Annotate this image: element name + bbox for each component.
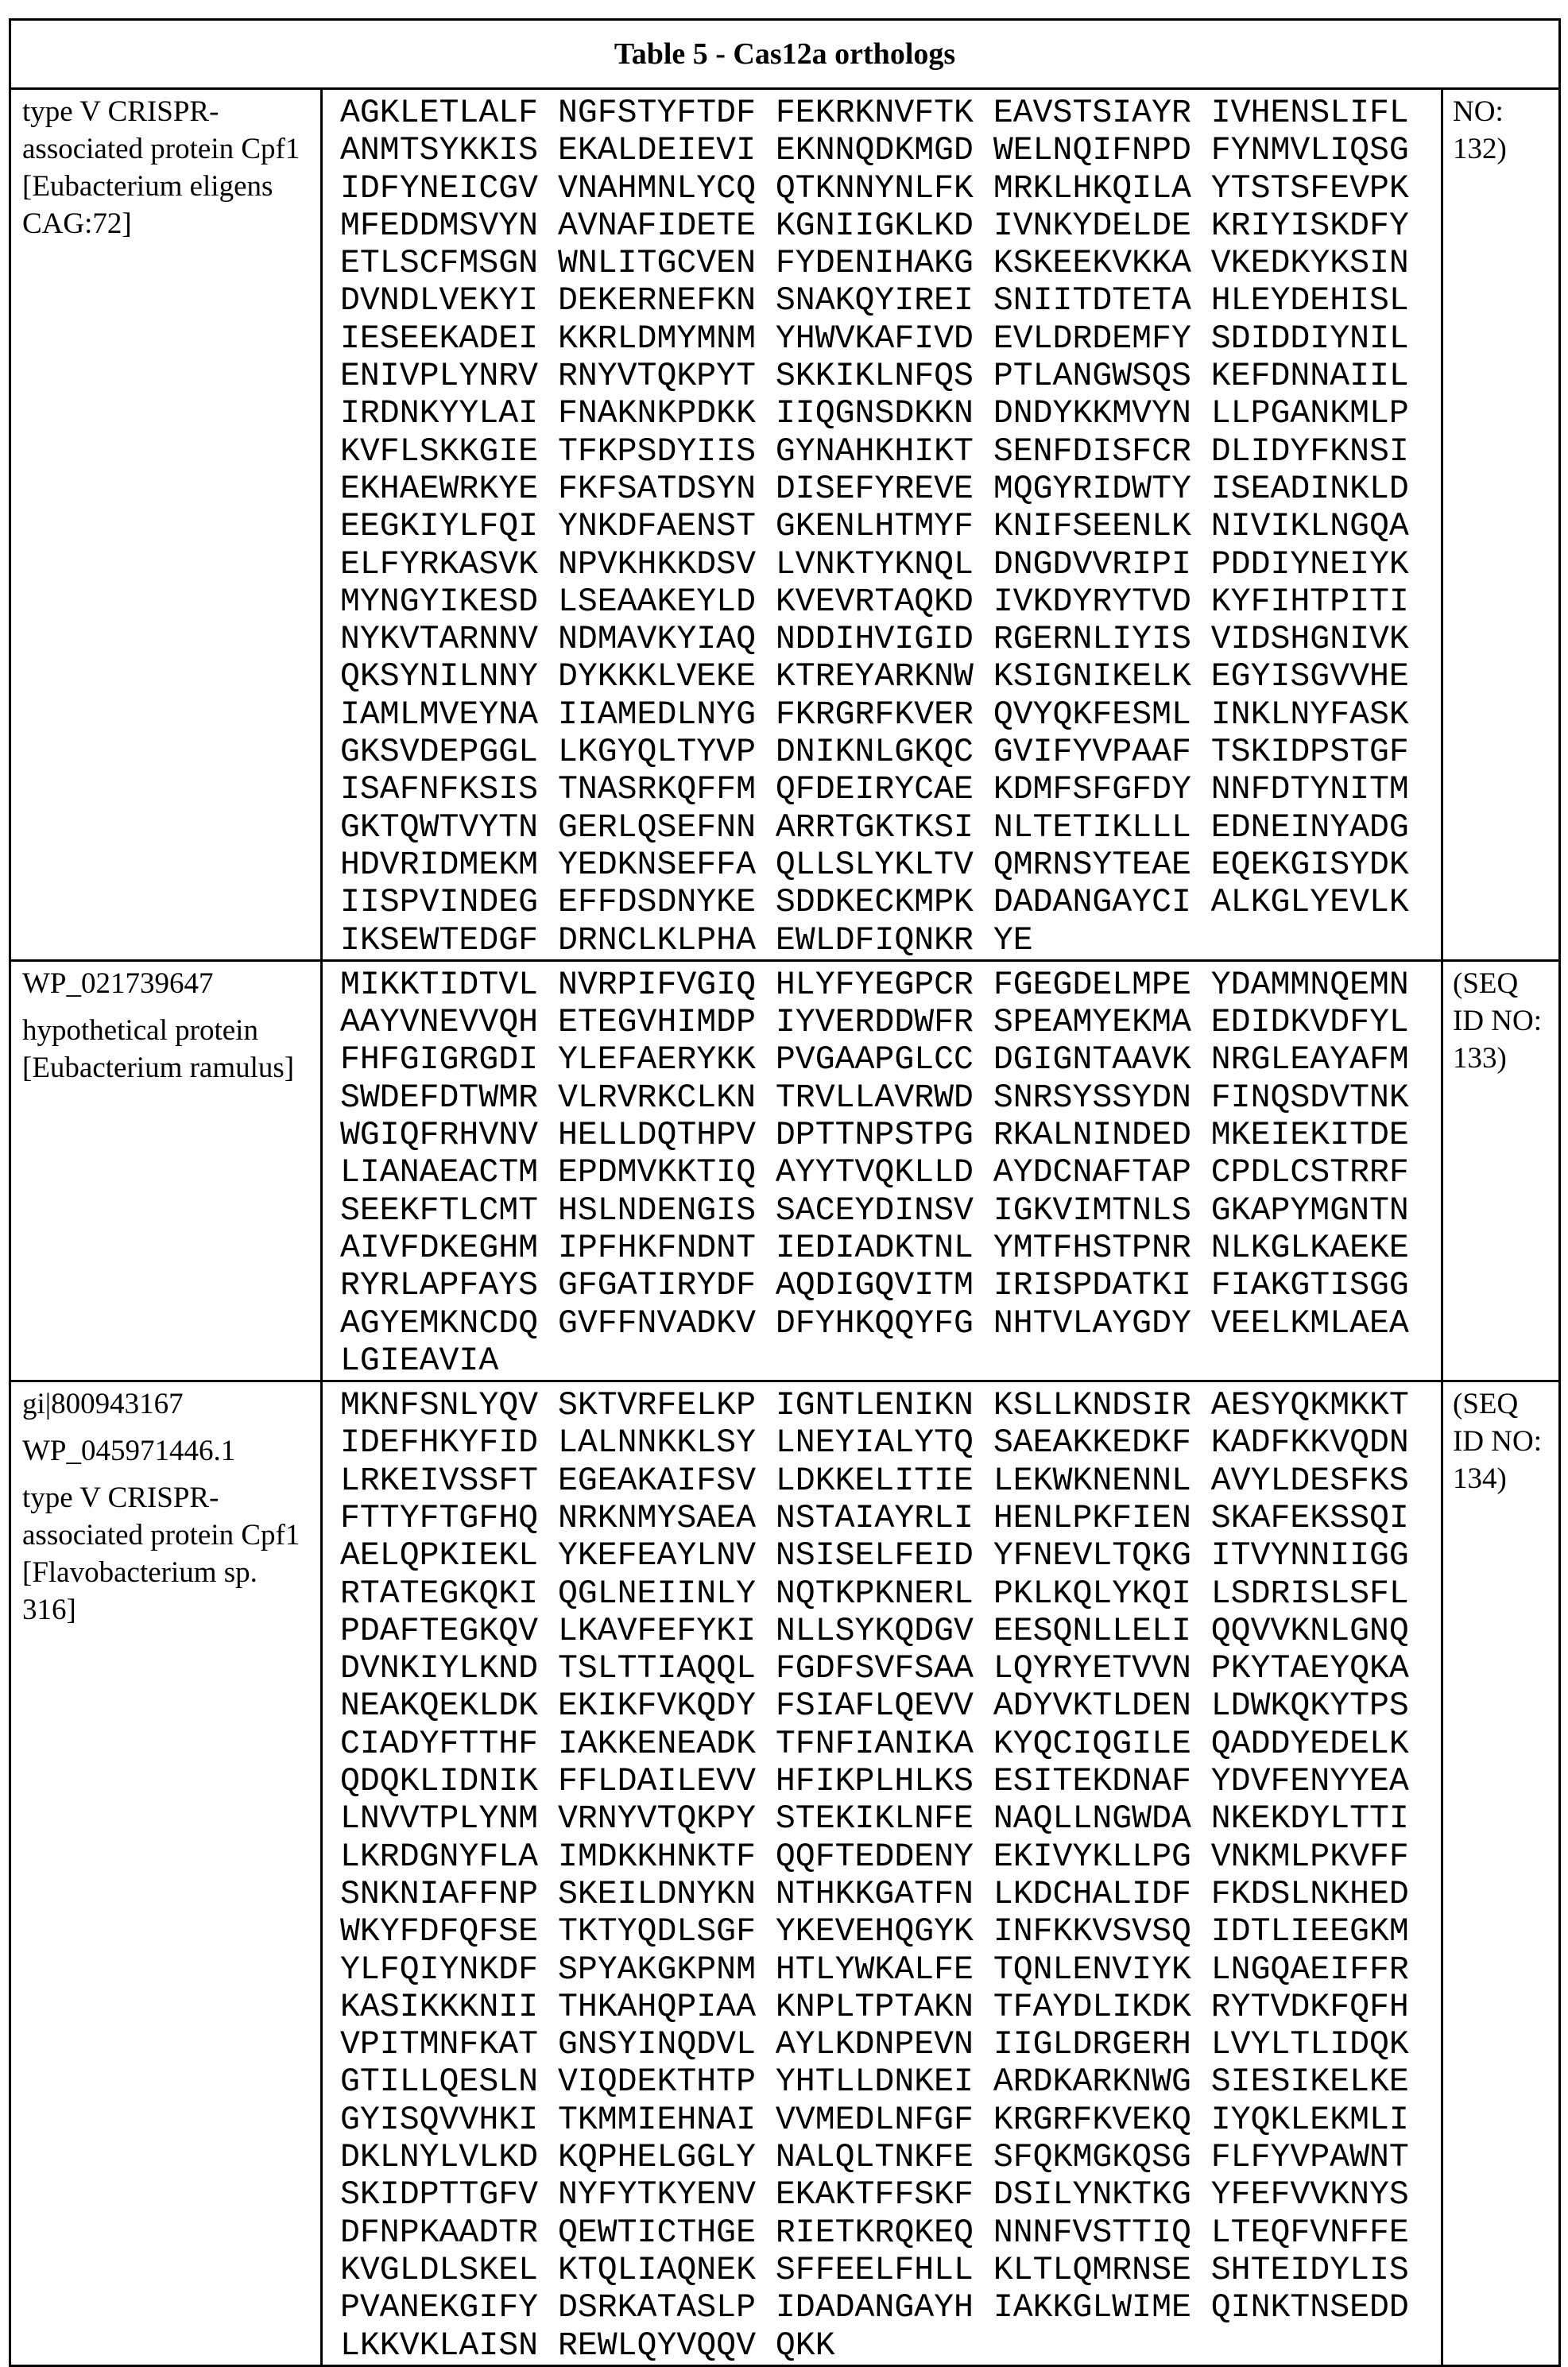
seq-id-cell: (SEQ ID NO: 133): [1442, 960, 1560, 1381]
protein-label-text: WP_021739647: [22, 965, 311, 1002]
sequence-line: SNKNIAFFNP SKEILDNYKN NTHKKGATFN LKDCHALIDF FKDSLNKHED: [340, 1876, 1441, 1913]
sequence-line: IRDNKYYLAI FNAKNKPDKK IIQGNSDKKN DNDYKKMVYN LLPGANKMLP: [340, 395, 1441, 432]
sequence-line: LRKEIVSSFT EGEAKAIFSV LDKKELITIE LEKWKNENNL AVYLDESFKS: [340, 1462, 1441, 1500]
sequence-line: LKRDGNYFLA IMDKKHNKTF QQFTEDDENY EKIVYKLLPG VNKMLPKVFF: [340, 1838, 1441, 1876]
sequence-line: ENIVPLYNRV RNYVTQKPYT SKKIKLNFQS PTLANGWSQS KEFDNNAIIL: [340, 358, 1441, 395]
sequence-line: IDFYNEICGV VNAHMNLYCQ QTKNNYNLFK MRKLHKQILA YTSTSFEVPK: [340, 170, 1441, 207]
sequence-line: LNVVTPLYNM VRNYVTQKPY STEKIKLNFE NAQLLNGWDA NKEKDYLTTI: [340, 1800, 1441, 1838]
sequence-line: IAMLMVEYNA IIAMEDLNYG FKRGRFKVER QVYQKFESML INKLNYFASK: [340, 696, 1441, 734]
seq-id-cell: NO: 132): [1442, 89, 1560, 961]
sequence-line: IDEFHKYFID LALNNKKLSY LNEYIALYTQ SAEAKKEDKF KADFKKVQDN: [340, 1424, 1441, 1462]
seq-id-cell: (SEQ ID NO: 134): [1442, 1381, 1560, 2366]
sequence-line: VPITMNFKAT GNSYINQDVL AYLKDNPEVN IIGLDRGERH LVYLTLIDQK: [340, 2026, 1441, 2063]
sequence-line: DFNPKAADTR QEWTICTHGE RIETKRQKEQ NNNFVSTTIQ LTEQFVNFFE: [340, 2214, 1441, 2252]
sequence-line: ISAFNFKSIS TNASRKQFFM QFDEIRYCAE KDMFSFGFDY NNFDTYNITM: [340, 771, 1441, 808]
sequence-line: AGKLETLALF NGFSTYFTDF FEKRKNVFTK EAVSTSIAYR IVHENSLIFL: [340, 95, 1441, 132]
cas12a-orthologs-table: [9, 18, 1561, 2367]
sequence-line: DVNKIYLKND TSLTTIAQQL FGDFSVFSAA LQYRYETVVN PKYTAEYQKA: [340, 1650, 1441, 1687]
sequence-line: FTTYFTGFHQ NRKNMYSAEA NSTAIAYRLI HENLPKFIEN SKAFEKSSQI: [340, 1500, 1441, 1537]
sequence-line: SKIDPTTGFV NYFYTKYENV EKAKTFFSKF DSILYNKTKG YFEFVVKNYS: [340, 2176, 1441, 2214]
table-row: [10, 89, 1560, 961]
sequence-line: WGIQFRHVNV HELLDQTHPV DPTTNPSTPG RKALNINDED MKEIEKITDE: [340, 1117, 1441, 1154]
sequence-line: ELFYRKASVK NPVKHKKDSV LVNKTYKNQL DNGDVVRIPI PDDIYNEIYK: [340, 546, 1441, 583]
table-title: Table 5 - Cas12a orthologs: [10, 20, 1560, 89]
sequence-line: ETLSCFMSGN WNLITGCVEN FYDENIHAKG KSKEEKVKKA VKEDKYKSIN: [340, 245, 1441, 282]
sequence-line: MKNFSNLYQV SKTVRFELKP IGNTLENIKN KSLLKNDSIR AESYQKMKKT: [340, 1387, 1441, 1424]
protein-label-cell: [10, 89, 322, 961]
sequence-line: KASIKKKNII THKAHQPIAA KNPLTPTAKN TFAYDLIKDK RYTVDKFQFH: [340, 1989, 1441, 2026]
sequence-line: QKSYNILNNY DYKKKLVEKE KTREYARKNW KSIGNIKELK EGYISGVVHE: [340, 658, 1441, 695]
sequence-line: GKSVDEPGGL LKGYQLTYVP DNIKNLGKQC GVIFYVPAAF TSKIDPSTGF: [340, 734, 1441, 771]
protein-label-text: hypothetical protein [Eubacterium ramulus]: [22, 1012, 311, 1087]
sequence-line: GTILLQESLN VIQDEKTHTP YHTLLDNKEI ARDKARKNWG SIESIKELKE: [340, 2063, 1441, 2101]
table-row: [10, 1381, 1560, 2366]
sequence-line: GKTQWTVYTN GERLQSEFNN ARRTGKTKSI NLTETIKLLL EDNEINYADG: [340, 809, 1441, 846]
sequence-line: YLFQIYNKDF SPYAKGKPNM HTLYWKALFE TQNLENVIYK LNGQAEIFFR: [340, 1951, 1441, 1989]
protein-label-text: WP_045971446.1: [22, 1432, 311, 1470]
sequence-line: EKHAEWRKYE FKFSATDSYN DISEFYREVE MQGYRIDWTY ISEADINKLD: [340, 471, 1441, 508]
protein-label-text: type V CRISPR-associated protein Cpf1 [Flavobacterium sp. 316]: [22, 1479, 311, 1629]
sequence-line: EEGKIYLFQI YNKDFAENST GKENLHTMYF KNIFSEENLK NIVIKLNGQA: [340, 508, 1441, 545]
protein-label-cell: [10, 960, 322, 1381]
sequence-line: DKLNYLVLKD KQPHELGGLY NALQLTNKFE SFQKMGKQSG FLFYVPAWNT: [340, 2139, 1441, 2176]
sequence-line: GYISQVVHKI TKMMIEHNAI VVMEDLNFGF KRGRFKVEKQ IYQKLEKMLI: [340, 2102, 1441, 2139]
protein-label-cell: [10, 1381, 322, 2366]
sequence-line: IISPVINDEG EFFDSDNYKE SDDKECKMPK DADANGAYCI ALKGLYEVLK: [340, 884, 1441, 921]
sequence-line: KVGLDLSKEL KTQLIAQNEK SFFEELFHLL KLTLQMRNSE SHTEIDYLIS: [340, 2252, 1441, 2289]
sequence-line: SEEKFTLCMT HSLNDENGIS SACEYDINSV IGKVIMTNLS GKAPYMGNTN: [340, 1192, 1441, 1230]
sequence-line: MFEDDMSVYN AVNAFIDETE KGNIIGKLKD IVNKYDELDE KRIYISKDFY: [340, 207, 1441, 245]
sequence-line: HDVRIDMEKM YEDKNSEFFA QLLSLYKLTV QMRNSYTEAE EQEKGISYDK: [340, 846, 1441, 884]
table-row: [10, 960, 1560, 1381]
sequence-line: IESEEKADEI KKRLDMYMNM YHWVKAFIVD EVLDRDEMFY SDIDDIYNIL: [340, 320, 1441, 358]
sequence-line: PDAFTEGKQV LKAVFEFYKI NLLSYKQDGV EESQNLLELI QQVVKNLGNQ: [340, 1613, 1441, 1650]
sequence-line: WKYFDFQFSE TKTYQDLSGF YKEVEHQGYK INFKKVSVSQ IDTLIEEGKM: [340, 1913, 1441, 1951]
sequence-line: RTATEGKQKI QGLNEIINLY NQTKPKNERL PKLKQLYKQI LSDRISLSFL: [340, 1575, 1441, 1613]
sequence-line: IKSEWTEDGF DRNCLKLPHA EWLDFIQNKR YE: [340, 922, 1441, 959]
sequence-cell: [322, 1381, 1442, 2366]
sequence-line: RYRLAPFAYS GFGATIRYDF AQDIGQVITM IRISPDATKI FIAKGTISGG: [340, 1267, 1441, 1304]
sequence-cell: [322, 960, 1442, 1381]
sequence-line: MIKKTIDTVL NVRPIFVGIQ HLYFYEGPCR FGEGDELMPE YDAMMNQEMN: [340, 967, 1441, 1004]
sequence-line: LIANAEACTM EPDMVKKTIQ AYYTVQKLLD AYDCNAFTAP CPDLCSTRRF: [340, 1154, 1441, 1191]
title-row: [10, 20, 1560, 89]
sequence-line: LKKVKLAISN REWLQYVQQV QKK: [340, 2327, 1441, 2365]
sequence-line: CIADYFTTHF IAKKENEADK TFNFIANIKA KYQCIQGILE QADDYEDELK: [340, 1726, 1441, 1763]
sequence-line: AGYEMKNCDQ GVFFNVADKV DFYHKQQYFG NHTVLAYGDY VEELKMLAEA: [340, 1305, 1441, 1342]
protein-label-text: gi|800943167: [22, 1385, 311, 1423]
sequence-line: ANMTSYKKIS EKALDEIEVI EKNNQDKMGD WELNQIFNPD FYNMVLIQSG: [340, 132, 1441, 169]
sequence-line: FHFGIGRGDI YLEFAERYKK PVGAAPGLCC DGIGNTAAVK NRGLEAYAFM: [340, 1041, 1441, 1079]
sequence-line: MYNGYIKESD LSEAAKEYLD KVEVRTAQKD IVKDYRYTVD KYFIHTPITI: [340, 583, 1441, 621]
sequence-line: SWDEFDTWMR VLRVRKCLKN TRVLLAVRWD SNRSYSSYDN FINQSDVTNK: [340, 1079, 1441, 1117]
sequence-line: AAYVNEVVQH ETEGVHIMDP IYVERDDWFR SPEAMYEKMA EDIDKVDFYL: [340, 1004, 1441, 1041]
sequence-line: NYKVTARNNV NDMAVKYIAQ NDDIHVIGID RGERNLIYIS VIDSHGNIVK: [340, 621, 1441, 658]
sequence-line: PVANEKGIFY DSRKATASLP IDADANGAYH IAKKGLWIME QINKTNSEDD: [340, 2289, 1441, 2326]
sequence-cell: [322, 89, 1442, 961]
sequence-line: AIVFDKEGHM IPFHKFNDNT IEDIADKTNL YMTFHSTPNR NLKGLKAEKE: [340, 1230, 1441, 1267]
sequence-line: NEAKQEKLDK EKIKFVKQDY FSIAFLQEVV ADYVKTLDEN LDWKQKYTPS: [340, 1687, 1441, 1725]
sequence-line: QDQKLIDNIK FFLDAILEVV HFIKPLHLKS ESITEKDNAF YDVFENYYEA: [340, 1763, 1441, 1800]
protein-label-text: type V CRISPR-associated protein Cpf1 [Eubacterium eligens CAG:72]: [22, 93, 311, 242]
sequence-line: DVNDLVEKYI DEKERNEFKN SNAKQYIREI SNIITDTETA HLEYDEHISL: [340, 282, 1441, 320]
sequence-line: AELQPKIEKL YKEFEAYLNV NSISELFEID YFNEVLTQKG ITVYNNIIGG: [340, 1537, 1441, 1575]
sequence-line: KVFLSKKGIE TFKPSDYIIS GYNAHKHIKT SENFDISFCR DLIDYFKNSI: [340, 433, 1441, 471]
sequence-line: LGIEAVIA: [340, 1342, 1441, 1380]
